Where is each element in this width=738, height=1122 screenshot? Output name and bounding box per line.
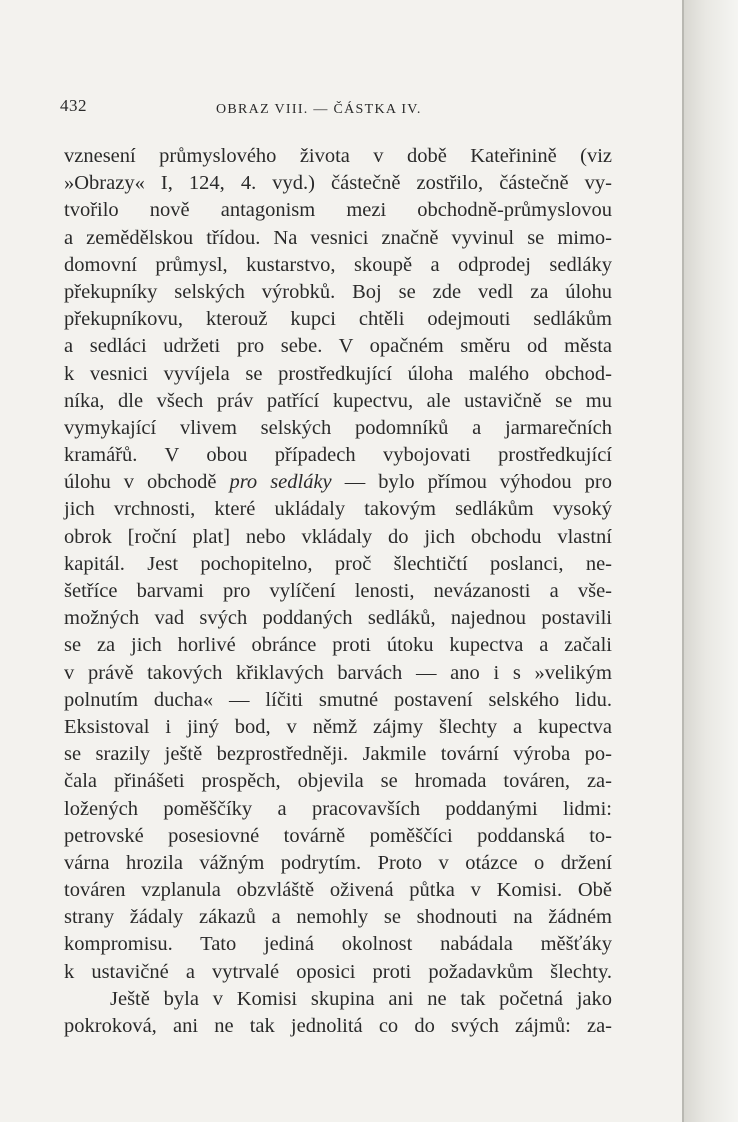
text-line: šetříce barvami pro vylíčení lenosti, nevázanosti a vše- (64, 580, 612, 602)
text-line: k ustavičné a vytrvalé oposici proti požadavkům šlechty. (64, 960, 612, 983)
text-line: kapitál. Jest pochopitelno, proč šlechtičtí poslanci, ne- (64, 552, 612, 575)
text-line: čala přinášeti prospěch, objevila se hromada továren, za- (64, 770, 612, 793)
body-text (64, 143, 612, 1040)
text-line: »Obrazy« I, 124, 4. vyd.) částečně zostřilo, částečně vy- (64, 172, 612, 195)
text-line: tvořilo nově antagonism mezi obchodně-průmyslovou (64, 199, 612, 222)
text-line: se za jich horlivé obránce proti útoku kupectva a začali (64, 634, 612, 657)
text-line-with-italic (64, 469, 612, 496)
text-line: továren vzplanula obzvláště oživená půtka v Komisi. Obě (64, 879, 612, 902)
text-line: se srazily ještě bezprostředněji. Jakmile tovární výroba po- (64, 743, 612, 766)
text-line: vymykající vlivem selských podomníků a jarmarečních (64, 416, 612, 439)
text-line: v právě takových křiklavých barvách — ano i s »velikým (64, 661, 612, 684)
text-line: a zemědělskou třídou. Na vesnici značně vyvinul se mimo- (64, 226, 612, 249)
text-line: pokroková, ani ne tak jednolitá co do svých zájmů: za- (64, 1015, 612, 1037)
page-number: 432 (60, 96, 87, 115)
text-line: možných vad svých poddaných sedláků, najednou postavili (64, 607, 612, 630)
text-line: polnutím ducha« — líčiti smutné postavení selského lidu. (64, 688, 612, 711)
text-line: níka, dle všech práv patřící kupectvu, ale ustavičně se mu (64, 389, 612, 412)
text-line: domovní průmysl, kustarstvo, skoupě a odprodej sedláky (64, 253, 612, 276)
text-line: jich vrchnosti, které ukládaly takovým sedlákům vysoký (64, 498, 612, 521)
text-line: a sedláci udržeti pro sebe. V opačném směru od města (64, 335, 612, 358)
text-line: vznesení průmyslového života v době Kateřinině (viz (64, 145, 612, 167)
text-segment: úlohu v obchodě (64, 471, 230, 494)
text-segment: — bylo přímou výhodou pro (331, 471, 612, 494)
paragraph-start-line: Ještě byla v Komisi skupina ani ne tak početná jako (110, 987, 612, 1010)
text-line: kompromisu. Tato jediná okolnost nabádala měšťáky (64, 933, 612, 956)
text-line: Eksistoval i jiný bod, v němž zájmy šlechty a kupectva (64, 715, 612, 738)
text-line: petrovské posesiovné továrně poměščíci poddanská to- (64, 824, 612, 847)
text-line: obrok [roční plat] nebo vkládaly do jich obchodu vlastní (64, 525, 612, 548)
text-line: překupníky selských výrobků. Boj se zde vedl za úlohu (64, 280, 612, 303)
page-edge (684, 0, 738, 1122)
page-header (60, 96, 620, 126)
text-line: kramářů. V obou případech vybojovati prostředkující (64, 444, 612, 467)
text-line: ložených poměščíky a pracovavších poddanými lidmi: (64, 797, 612, 820)
text-line: k vesnici vyvíjela se prostředkující úloha malého obchod- (64, 362, 612, 385)
text-line: strany žádaly zákazů a nemohly se shodnouti na žádném (64, 906, 612, 929)
text-line: překupníkovu, kterouž kupci chtěli odejmouti sedlákům (64, 308, 612, 331)
italic-phrase: pro sedláky (229, 471, 332, 494)
text-line: várna hrozila vážným podrytím. Proto v otázce o držení (64, 851, 612, 874)
running-head: OBRAZ VIII. — ČÁSTKA IV. (216, 102, 422, 117)
